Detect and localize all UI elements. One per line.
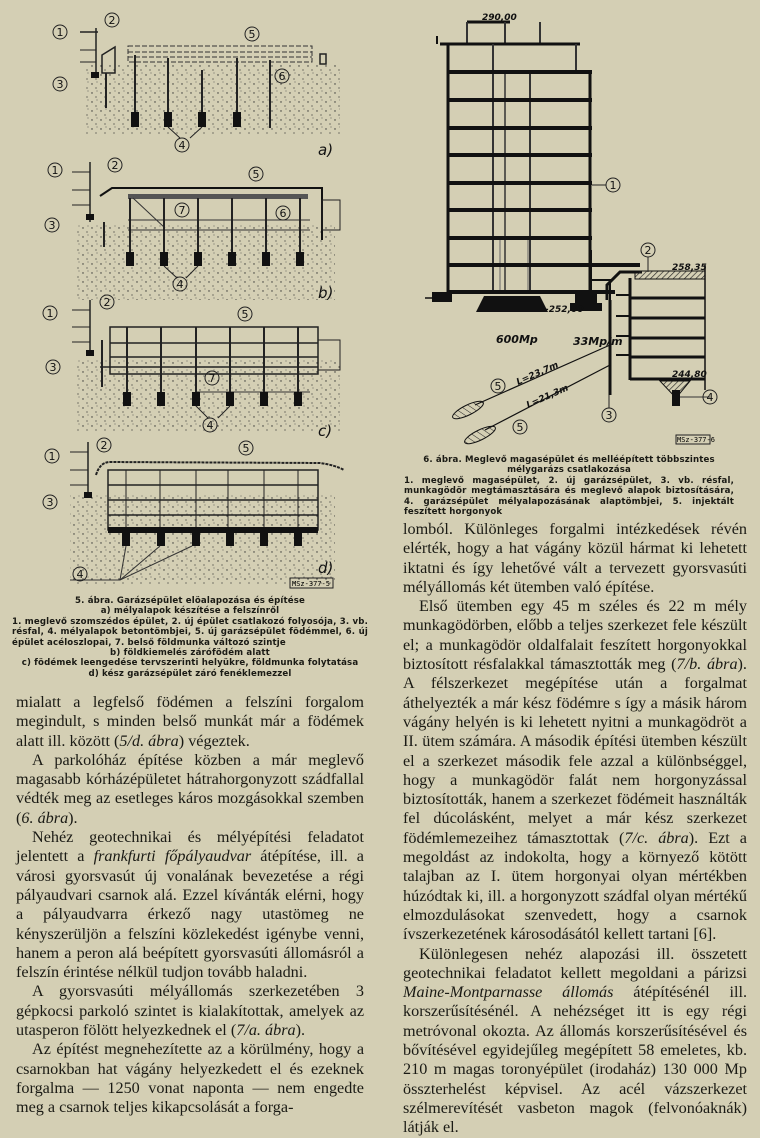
paragraph — [16, 751, 364, 828]
text-run: ). A félszerkezet megépítése után a forgalmat áthelyezték a már kész födémre s így a másik három vágány helyén is ki lehetett nyitni a munkagödröt a II. ütem számára. A második építési ütemben készült el a szerkezet második fele azzal a különbséggel, hogy a munkagödör falát nem horgonyzással biztosították, hanem a szerkezet födémeit használták fel dúcolásként, melyet a már kész szerkezet födémlemezeihez támasztottak ( — [403, 655, 747, 847]
callout-label: 7 — [208, 372, 216, 385]
paragraph — [16, 828, 364, 982]
callout-label: 4 — [206, 419, 214, 432]
elevation-garage-top: 258,35 — [672, 263, 707, 273]
callout-label: 5 — [241, 308, 249, 321]
callout-label: 1 — [56, 26, 64, 39]
caption-legend: 1. meglevő szomszédos épület, 2. új épület csatlakozó folyosója, 3. vb. résfal, 4. mélyalapok betontömbjei, 5. új garázsépület födémmel, 6. új épület acéloszlopai, 7. belső földmunka változó szintje — [12, 616, 368, 648]
emphasis-text: 5/d. ábra — [119, 731, 179, 750]
panel-letter: d) — [318, 559, 334, 577]
paragraph — [16, 1040, 364, 1117]
anchor-length-1: L=23,7m — [515, 360, 561, 388]
text-run: mialatt a legfelső födémen a felszíni forgalom megindult, s minden belső munkát már a födémek alatt ill. között ( — [16, 693, 364, 750]
emphasis-text: 7/b. ábra — [676, 655, 738, 674]
right-column-text — [403, 520, 747, 1138]
caption-legend: 1. meglevő magasépület, 2. új garázsépület, 3. vb. résfal, munkagödör megtámasztására és meglevő alapok biztosítására, 4. garázsépület mélyalapozásának alaptömbjei, 5. injektált feszített horgonyok — [404, 475, 734, 518]
callout-label: 6 — [279, 207, 287, 220]
text-run: átépítésénél ill. korszerűsítésénél. A nehézséget itt is egy régi metróvonal okozta. Az állomás korszerűsítésével és bővítésével egyidejűleg megépített 58 emeletes, kb. 210 m magas toronyépület (irodaház) 130 000 Mp összterhelést képvisel. Az acél vázszerkezet szélmerevítését vasbeton magok (felvonóaknák) látják el. — [403, 983, 747, 1137]
text-run: Az építést megnehezítette az a körülmény, hogy a csarnokban hat vágány helyezkedett el és ezeknek forgalma — 1250 vonat naponta — nem engedte meg a csarnok teljes kikapcsolását a forga- — [16, 1040, 364, 1117]
figure-5-panel-c — [72, 300, 340, 432]
figure-tag: MSz-377-6 — [677, 436, 715, 444]
figure-5-panel-b — [72, 162, 340, 300]
paragraph — [403, 945, 747, 1138]
callout-label: 5 — [242, 442, 250, 455]
callout-label: 1 — [46, 307, 54, 320]
callout-label: 4 — [176, 278, 184, 291]
panel-letter: a) — [318, 141, 334, 159]
emphasis-text: frankfurti főpályaudvar — [93, 847, 252, 866]
paragraph — [403, 520, 747, 597]
text-run: A parkolóház építése közben a már meglevő magasabb kórházépületet hátrahorgonyzott szádfallal védték meg az esetleges káros mozgásokkal szemben ( — [16, 750, 364, 827]
anchors — [451, 345, 610, 447]
figure-5-caption — [0, 596, 380, 679]
callout-label: 3 — [605, 409, 613, 422]
text-run: A gyorsvasúti mélyállomás szerkezetében 3 gépkocsi parkoló szintet is kialakítottak, amelyek az utasperon fölött helyezkednek el ( — [16, 982, 364, 1040]
callout-label: 2 — [111, 159, 119, 172]
text-run: ). Ezt a megoldást az indokolta, hogy a környező kötött talajban az I. ütem horgonyai olyan mértékben húzódtak ki, ill. a horgonyzott szádfal olyan mértékű elmozdulásokat szenvedett, hogy a csarnok ívszerkezetének károsodásától kellett tartani [6]. — [403, 828, 747, 944]
text-run: Nehéz geotechnikai és mélyépítési feladatot jelentett a — [16, 828, 364, 866]
emphasis-text: Maine-Montparnasse állomás — [403, 983, 614, 1002]
callout-label: 2 — [100, 439, 108, 452]
left-column-text — [16, 693, 364, 1118]
panel-letter: b) — [318, 284, 334, 302]
callout-label: 2 — [108, 14, 116, 27]
paragraph — [403, 597, 747, 944]
callout-label: 4 — [706, 391, 714, 404]
caption-title: 5. ábra. Garázsépület elöalapozása és építése — [75, 596, 305, 606]
caption-sub-d: d) kész garázsépület záró fenéklemezzel — [88, 668, 292, 679]
figure-6-drawing — [380, 0, 760, 450]
paragraph — [16, 982, 364, 1040]
text-run: ) végeztek. — [178, 731, 250, 750]
figure-5-panel-a — [80, 28, 340, 138]
callout-label: 5 — [494, 380, 502, 393]
high-rise-building — [425, 22, 640, 312]
callout-label: 1 — [48, 450, 56, 463]
figure-6 — [380, 0, 760, 450]
callout-label: 4 — [178, 139, 186, 152]
panel-letter: c) — [318, 422, 333, 440]
figure-5-panel-d — [70, 442, 344, 585]
callout-label: 1 — [51, 164, 59, 177]
caption-sub-c: c) födémek leengedése tervszerinti helyükre, földmunka folytatása — [21, 658, 359, 669]
callout-label: 2 — [103, 296, 111, 309]
load-main: 600Mp — [496, 333, 538, 346]
caption-title: 6. ábra. Meglevő magasépület és melléépített többszintes mélygarázs csatlakozása — [423, 455, 715, 476]
callout-label: 5 — [248, 28, 256, 41]
elevation-garage-bottom: 244,80 — [672, 370, 707, 380]
callout-label: 3 — [49, 361, 57, 374]
text-run: ). — [68, 808, 78, 827]
load-side: 33Mp/m — [573, 335, 623, 348]
text-run: ). — [295, 1021, 306, 1040]
emphasis-text: 7/c. ábra — [624, 828, 689, 847]
figure-6-caption — [404, 455, 734, 517]
paragraph — [16, 693, 364, 751]
callout-label: 3 — [46, 496, 54, 509]
callout-label: 7 — [178, 204, 186, 217]
elevation-top: 290,00 — [482, 13, 517, 23]
callout-label: 6 — [278, 70, 286, 83]
callout-label: 5 — [516, 421, 524, 434]
caption-sub-b: b) földkiemelés zárófödém alatt — [110, 648, 270, 659]
elevation-base: -252,00 — [545, 305, 584, 315]
callout-label: 3 — [56, 78, 64, 91]
callout-label: 5 — [252, 168, 260, 181]
text-run: átépítése, ill. a városi gyorsvasút új vonalának bevezetése a régi pályaudvari csarnok alá. Ezzel kívánták elérni, hogy a pályaudvarra érkező nagy utastömeg ne kényszerüljön a felszíni közlekedést igénybe venni, hanem a peron alá beépített gyorsvasúti állomásról a felszín érintése nélkül tudjon tovább haladni. — [16, 847, 364, 982]
caption-sub-a: a) mélyalapok készítése a felszínről — [100, 606, 280, 617]
figure-5 — [0, 0, 380, 590]
callout-label: 4 — [76, 568, 84, 581]
emphasis-text: 7/a. ábra — [236, 1021, 296, 1040]
figure-5-drawing — [0, 0, 380, 590]
callout-label: 3 — [48, 219, 56, 232]
text-run: Különlegesen nehéz alapozási ill. összetett geotechnikai feladatot kellett megoldani a párizsi — [403, 944, 747, 982]
anchor-length-2: L=21,3m — [525, 383, 571, 411]
text-run: lomból. Különleges forgalmi intézkedések révén elérték, hogy a hat vágány közül hármat ki lehetett iktatni és így lehetővé vált a tervezett gyorsvasúti mélyállomás két ütemben való építése. — [403, 520, 747, 596]
emphasis-text: 6. ábra — [21, 808, 69, 827]
callout-label: 2 — [644, 244, 652, 257]
figure-tag: MSz-377-5 — [292, 580, 330, 588]
text-run: Első ütemben egy 45 m széles és 22 m mély munkagödörben, előbb a teljes szerkezet fele készült el; a munkagödör oldalfalait feszített horgonyokkal biztosított résfalakkal támasztották meg ( — [403, 597, 747, 674]
callout-label: 1 — [609, 179, 617, 192]
